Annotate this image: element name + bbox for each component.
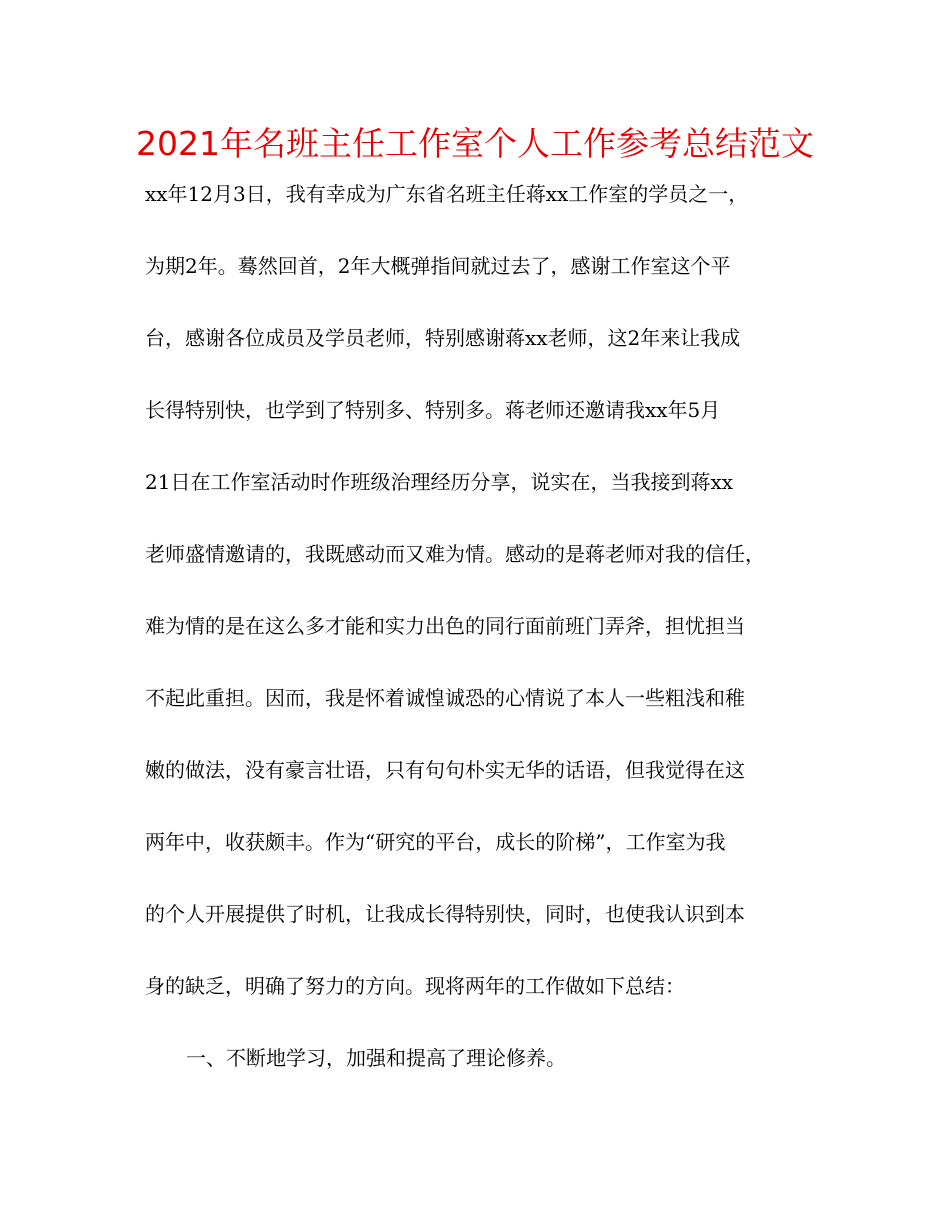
document-title: 2021年名班主任工作室个人工作参考总结范文 xyxy=(136,124,814,163)
paragraph-line: 长得特别快，也学到了特别多、特别多。蒋老师还邀请我xx年5月 xyxy=(145,398,721,422)
paragraph-line: 老师盛情邀请的，我既感动而又难为情。感动的是蒋老师对我的信任， xyxy=(145,542,765,566)
paragraph-line: 难为情的是在这么多才能和实力出色的同行面前班门弄斧，担忧担当 xyxy=(145,614,745,638)
section-heading: 一、不断地学习，加强和提高了理论修养。 xyxy=(186,1046,566,1070)
paragraph-line: 台，感谢各位成员及学员老师，特别感谢蒋xx老师，这2年来让我成 xyxy=(145,326,741,350)
paragraph-line: 为期2年。蓦然回首，2年大概弹指间就过去了，感谢工作室这个平 xyxy=(145,254,731,278)
paragraph-line: 21日在工作室活动时作班级治理经历分享，说实在，当我接到蒋xx xyxy=(145,470,734,494)
paragraph-line: 的个人开展提供了时机，让我成长得特别快，同时，也使我认识到本 xyxy=(145,902,745,926)
paragraph-line: 身的缺乏，明确了努力的方向。现将两年的工作做如下总结： xyxy=(145,974,685,998)
paragraph-line: xx年12月3日，我有幸成为广东省名班主任蒋xx工作室的学员之一， xyxy=(145,182,749,206)
paragraph-line: 嫩的做法，没有豪言壮语，只有句句朴实无华的话语，但我觉得在这 xyxy=(145,758,745,782)
paragraph-line: 不起此重担。因而，我是怀着诚惶诚恐的心情说了本人一些粗浅和稚 xyxy=(145,686,745,710)
paragraph-line: 两年中，收获颇丰。作为“研究的平台，成长的阶梯”，工作室为我 xyxy=(145,830,726,854)
